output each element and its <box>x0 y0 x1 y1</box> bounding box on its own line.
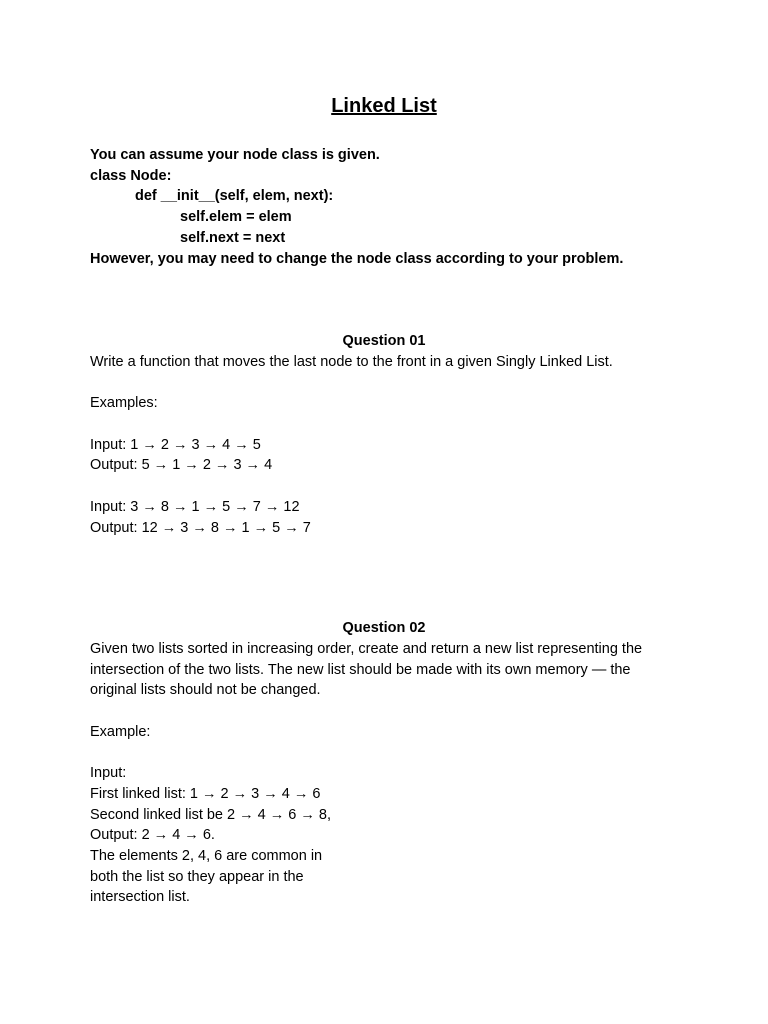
example-2-input: Input: 3 → 8 → 1 → 5 → 7 → 12 <box>90 498 300 515</box>
code-elem-assignment: self.elem = elem <box>180 209 292 226</box>
second-linked-list: Second linked list be 2 → 4 → 6 → 8, <box>90 806 331 823</box>
question-01-description: Write a function that moves the last node to the front in a given Singly Linked List. <box>90 354 613 370</box>
code-next-assignment: self.next = next <box>180 229 286 246</box>
explanation-line-2: both the list so they appear in the <box>90 868 304 885</box>
example-1-output: Output: 5 → 1 → 2 → 3 → 4 <box>90 457 273 474</box>
intro-assumption: You can assume your node class is given. <box>90 147 380 163</box>
code-class-declaration: class Node: <box>90 167 172 184</box>
question-02-body <box>90 639 690 908</box>
example-2-output: Output: 12 → 3 → 8 → 1 → 5 → 7 <box>90 519 311 536</box>
node-class-intro <box>90 145 690 269</box>
examples-label: Examples: <box>90 395 158 412</box>
page-title: Linked List <box>331 95 437 117</box>
input-label: Input: <box>90 765 127 782</box>
example-label: Example: <box>90 723 151 740</box>
question-02-description: Given two lists sorted in increasing order, create and return a new list representing the intersection of the two lists. The new list should be made with its own memory — the original lists should not be changed. <box>90 641 643 699</box>
spacer <box>90 701 690 722</box>
spacer <box>90 414 690 435</box>
spacer <box>90 373 690 394</box>
example-1-input: Input: 1 → 2 → 3 → 4 → 5 <box>90 436 261 453</box>
first-linked-list: First linked list: 1 → 2 → 3 → 4 → 6 <box>90 785 321 802</box>
explanation-line-3: intersection list. <box>90 889 190 906</box>
explanation-line-1: The elements 2, 4, 6 are common in <box>90 848 323 864</box>
intro-note: However, you may need to change the node class according to your problem. <box>90 250 624 267</box>
intersection-output: Output: 2 → 4 → 6. <box>90 827 215 844</box>
spacer <box>90 743 690 764</box>
question-01-body <box>90 352 690 538</box>
spacer <box>90 476 690 497</box>
question-02-heading: Question 02 <box>342 620 426 636</box>
code-init-signature: def __init__(self, elem, next): <box>135 188 334 205</box>
question-01-heading: Question 01 <box>342 333 426 349</box>
